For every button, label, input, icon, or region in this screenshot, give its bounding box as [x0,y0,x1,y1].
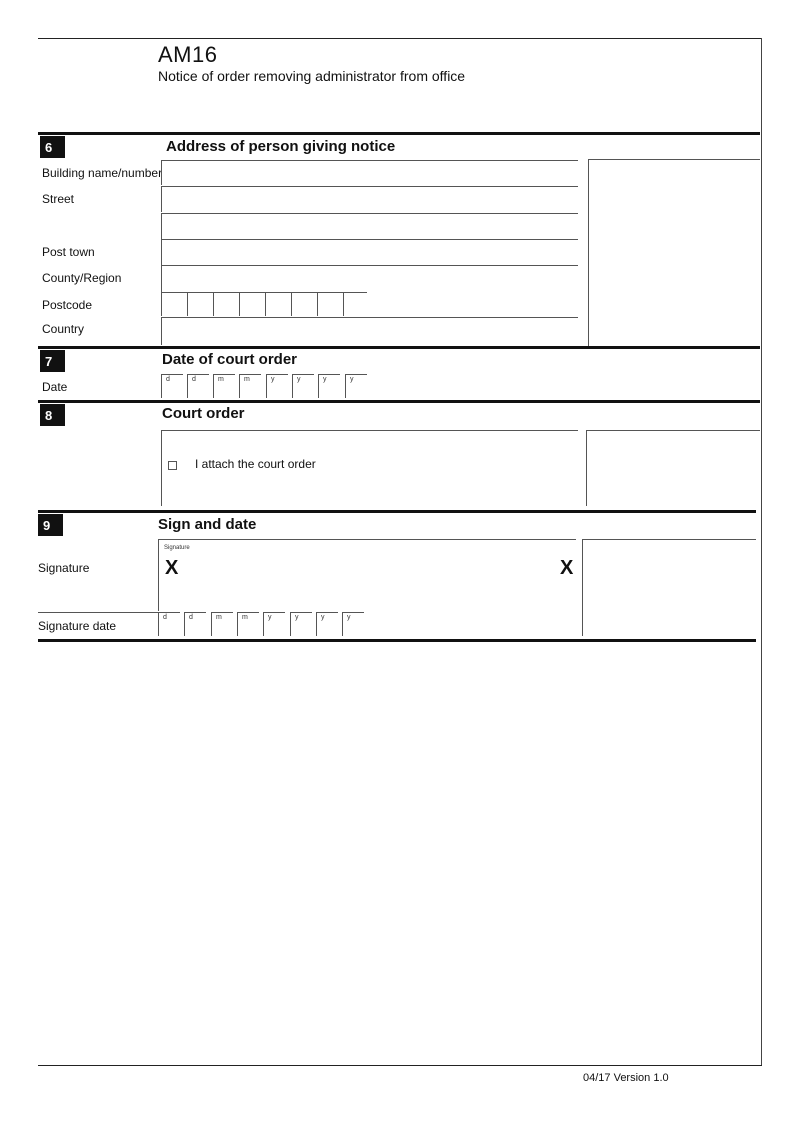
section7-rule [38,346,760,349]
date-cell-day[interactable]: d [184,612,206,636]
section7-number: 7 [40,350,65,372]
postcode-cell[interactable] [213,292,239,316]
section6-title: Address of person giving notice [166,138,396,155]
date-cell-year[interactable]: y [263,612,285,636]
county-label: County/Region [42,271,122,285]
postcode-cell[interactable] [161,292,187,316]
section7-title: Date of court order [162,351,298,368]
postcode-cell[interactable] [317,292,343,316]
signature-x-mark-right: X [560,557,574,579]
signature-date-label: Signature date [38,619,117,633]
date-cell-year[interactable]: y [342,612,364,636]
date-cell-day[interactable]: d [161,374,183,398]
postcode-cell[interactable] [187,292,213,316]
date-cell-year[interactable]: y [345,374,367,398]
court-date-label: Date [42,380,68,394]
bottom-border [38,1065,762,1066]
section9-bottom-rule [38,639,756,642]
signature-date-rule [38,612,159,613]
street-label: Street [42,192,75,206]
street-field-1[interactable] [161,186,578,212]
section9-rule [38,510,756,513]
section8-side-panel [586,430,760,506]
date-cell-month[interactable]: m [211,612,233,636]
form-code: AM16 [158,42,218,67]
building-field[interactable] [161,160,578,185]
postcode-cell[interactable] [291,292,317,316]
postcode-label: Postcode [42,298,93,312]
date-cell-year[interactable]: y [292,374,314,398]
street-field-2[interactable] [161,213,578,239]
version-label: 04/17 Version 1.0 [583,1072,669,1084]
attach-court-order-label: I attach the court order [195,457,316,471]
signature-box[interactable] [158,539,576,611]
county-field[interactable] [161,265,578,292]
signature-x-mark-left: X [165,557,179,579]
country-label: Country [42,322,85,336]
date-cell-day[interactable]: d [158,612,180,636]
form-title: Notice of order removing administrator from office [158,68,466,84]
section9-number: 9 [38,514,63,536]
right-border [761,38,762,1066]
building-label: Building name/number [42,166,163,180]
date-cell-month[interactable]: m [213,374,235,398]
postcode-cell[interactable] [239,292,265,316]
section9-title: Sign and date [158,516,257,533]
attach-court-order-checkbox[interactable] [168,461,177,470]
date-cell-day[interactable]: d [187,374,209,398]
date-cell-month[interactable]: m [239,374,261,398]
section8-title: Court order [162,405,245,422]
section9-side-panel [582,539,756,636]
section8-rule [38,400,760,403]
section8-number: 8 [40,404,65,426]
signature-label: Signature [38,561,90,575]
signature-small-label: Signature [164,545,190,551]
section6-number: 6 [40,136,65,158]
date-cell-year[interactable]: y [266,374,288,398]
date-cell-month[interactable]: m [237,612,259,636]
country-field[interactable] [161,317,578,345]
post-town-label: Post town [42,245,95,259]
date-cell-year[interactable]: y [290,612,312,636]
top-border [38,38,762,39]
post-town-field[interactable] [161,239,578,265]
date-cell-year[interactable]: y [316,612,338,636]
section6-side-panel [588,159,760,347]
section6-rule [38,132,760,135]
postcode-cell[interactable] [265,292,291,316]
postcode-cell[interactable] [343,292,367,316]
date-cell-year[interactable]: y [318,374,340,398]
